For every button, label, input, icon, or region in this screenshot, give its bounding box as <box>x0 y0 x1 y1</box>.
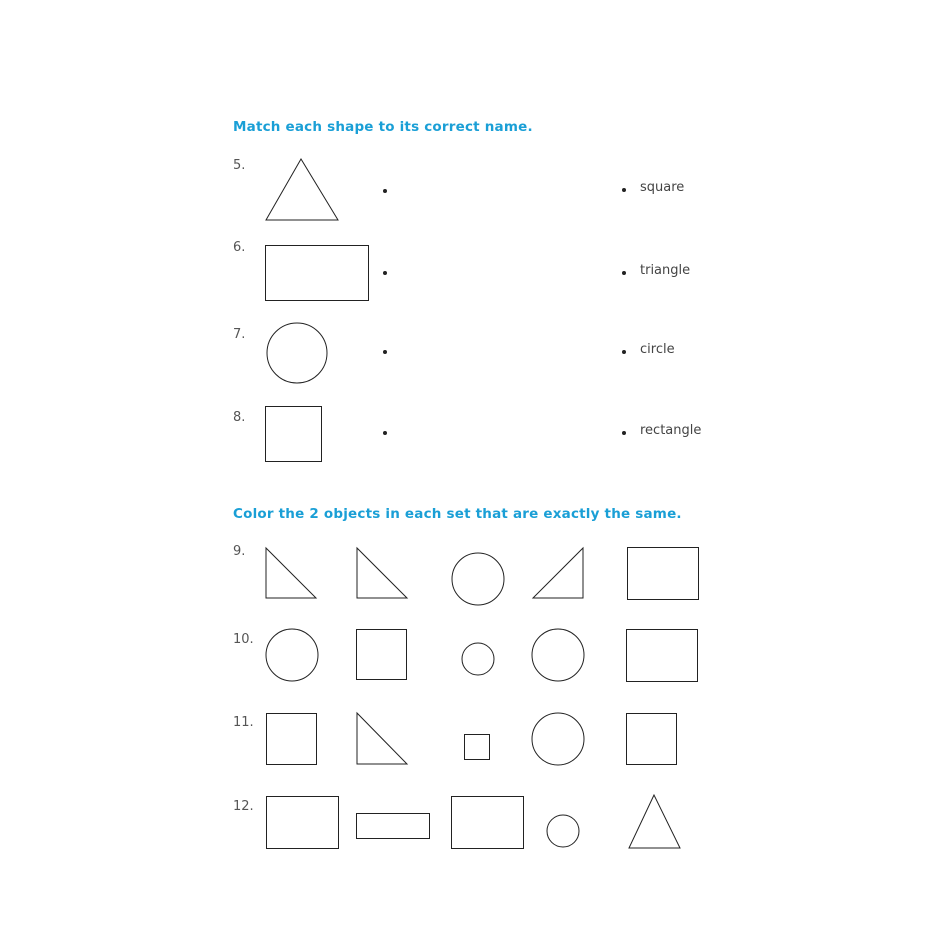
rectangle-icon[interactable] <box>628 548 699 600</box>
triangle-icon <box>266 159 338 220</box>
instruction-match: Match each shape to its correct name. <box>233 119 533 135</box>
square-icon[interactable] <box>465 735 490 760</box>
row-number-12: 12. <box>233 799 254 814</box>
right-triangle-icon[interactable] <box>357 548 407 598</box>
item-number-5: 5. <box>233 158 246 173</box>
circle-icon[interactable] <box>452 553 504 605</box>
square-icon[interactable] <box>627 714 677 765</box>
rectangle-icon <box>266 246 369 301</box>
square-icon <box>266 407 322 462</box>
circle-icon <box>267 323 327 383</box>
circle-icon[interactable] <box>266 629 318 681</box>
rectangle-icon[interactable] <box>627 630 698 682</box>
square-icon[interactable] <box>267 714 317 765</box>
instruction-color: Color the 2 objects in each set that are exactly the same. <box>233 506 682 522</box>
circle-icon[interactable] <box>532 713 584 765</box>
rectangle-icon[interactable] <box>452 797 524 849</box>
row-number-10: 10. <box>233 632 254 647</box>
item-number-7: 7. <box>233 327 246 342</box>
word-square: square <box>640 180 685 195</box>
circle-icon[interactable] <box>547 815 579 847</box>
rectangle-icon[interactable] <box>357 814 430 839</box>
right-triangle-icon[interactable] <box>533 548 583 598</box>
square-icon[interactable] <box>357 630 407 680</box>
circle-icon[interactable] <box>462 643 494 675</box>
row-number-9: 9. <box>233 544 246 559</box>
word-circle: circle <box>640 342 675 357</box>
right-triangle-icon[interactable] <box>266 548 316 598</box>
rectangle-icon[interactable] <box>267 797 339 849</box>
word-rectangle: rectangle <box>640 423 702 438</box>
word-triangle: triangle <box>640 263 691 278</box>
circle-icon[interactable] <box>532 629 584 681</box>
row-number-11: 11. <box>233 715 254 730</box>
triangle-icon[interactable] <box>629 795 680 848</box>
item-number-8: 8. <box>233 410 246 425</box>
right-triangle-icon[interactable] <box>357 713 407 764</box>
item-number-6: 6. <box>233 240 246 255</box>
